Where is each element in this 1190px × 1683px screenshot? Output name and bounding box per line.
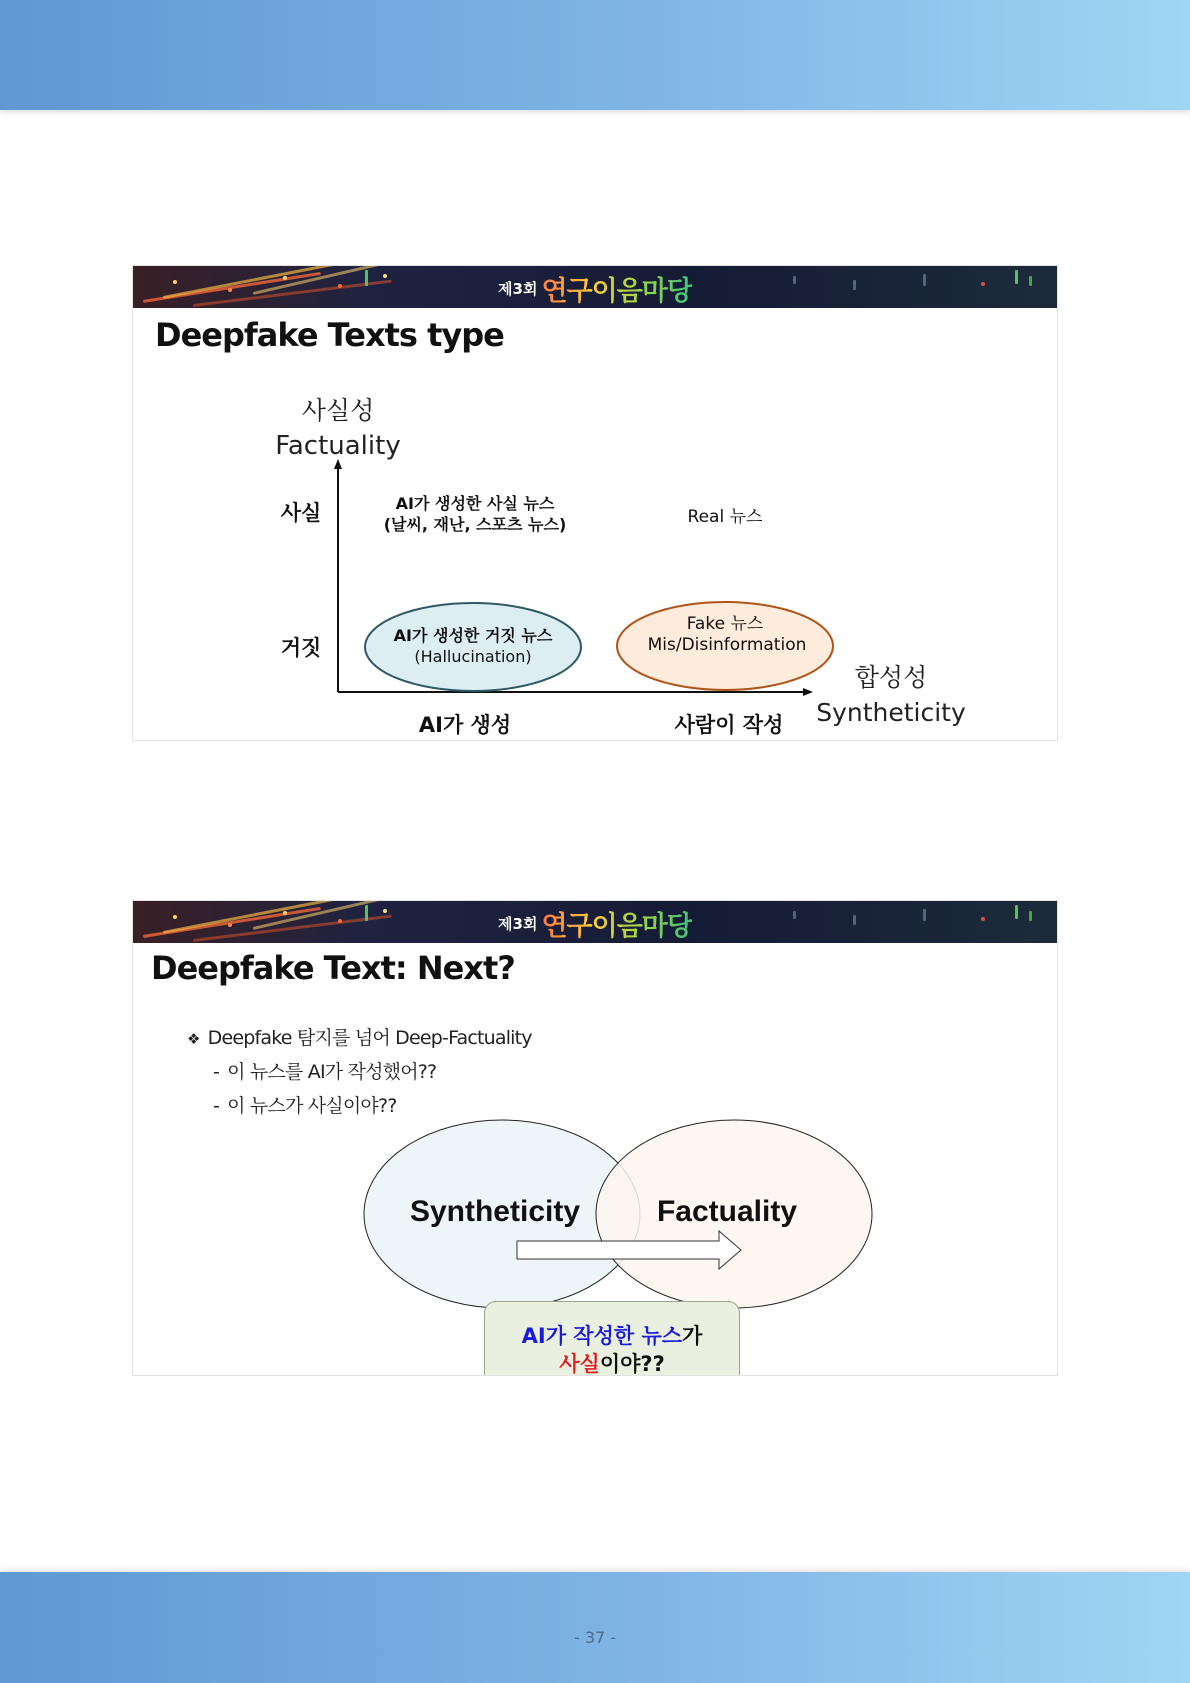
bullet-sub-1-text: 이 뉴스를 AI가 작성했어?? bbox=[227, 1061, 437, 1083]
x-axis-label-korean: 합성성 bbox=[854, 663, 928, 692]
slide-title: Deepfake Text: Next? bbox=[151, 949, 515, 987]
banner-event-name: 연구이음마당 bbox=[541, 911, 692, 942]
column-label-ai: AI가 생성 bbox=[418, 713, 512, 737]
page-number: - 37 - bbox=[573, 1628, 617, 1647]
row-label-false: 거짓 bbox=[280, 636, 322, 660]
ai-fact-news-title: AI가 생성한 사실 뉴스 bbox=[395, 494, 555, 513]
question-fact: 사실 bbox=[559, 1352, 600, 1376]
x-axis-label-english: Syntheticity bbox=[816, 698, 966, 727]
y-axis-label-korean: 사실성 bbox=[301, 396, 375, 425]
venn-factuality-label: Factuality bbox=[656, 1195, 798, 1228]
mis-disinformation-label: Mis/Disinformation bbox=[647, 635, 807, 655]
column-label-human: 사람이 작성 bbox=[674, 713, 784, 737]
banner-event-name: 연구이음마당 bbox=[541, 276, 692, 307]
fake-news-title: Fake 뉴스 bbox=[686, 614, 764, 634]
slide-deepfake-text-next bbox=[132, 900, 1058, 1376]
real-news-label: Real 뉴스 bbox=[687, 507, 763, 527]
factuality-synthesticity-diagram bbox=[133, 266, 1057, 740]
question-line-2 bbox=[485, 1350, 739, 1376]
slide-title: Deepfake Texts type bbox=[155, 316, 504, 354]
question-particle: 가 bbox=[682, 1324, 703, 1348]
question-callout bbox=[484, 1301, 740, 1376]
dash-bullet-icon: - bbox=[213, 1095, 220, 1117]
bullet-sub-2-text: 이 뉴스가 사실이야?? bbox=[227, 1095, 397, 1117]
diamond-bullet-icon: ❖ bbox=[187, 1030, 200, 1048]
top-decorative-band bbox=[0, 0, 1190, 110]
banner-edition: 제3회 bbox=[498, 280, 538, 298]
dash-bullet-icon: - bbox=[213, 1061, 220, 1083]
ai-false-news-title: AI가 생성한 거짓 뉴스 bbox=[393, 626, 553, 645]
bullet-main-text: Deepfake 탐지를 넘어 Deep-Factuality bbox=[207, 1027, 532, 1049]
question-ending: 이야?? bbox=[599, 1352, 665, 1376]
banner-edition: 제3회 bbox=[498, 915, 538, 933]
question-ai-news: AI가 작성한 뉴스 bbox=[521, 1324, 683, 1348]
row-label-fact: 사실 bbox=[280, 501, 322, 525]
slide-deepfake-texts-type bbox=[132, 265, 1058, 741]
venn-syntheticity-label: Syntheticity bbox=[409, 1195, 581, 1228]
ai-fact-news-examples: (날씨, 재난, 스포츠 뉴스) bbox=[383, 515, 567, 534]
question-line-1 bbox=[485, 1322, 739, 1350]
y-axis-label-english: Factuality bbox=[275, 431, 401, 461]
hallucination-label: (Hallucination) bbox=[414, 647, 532, 666]
